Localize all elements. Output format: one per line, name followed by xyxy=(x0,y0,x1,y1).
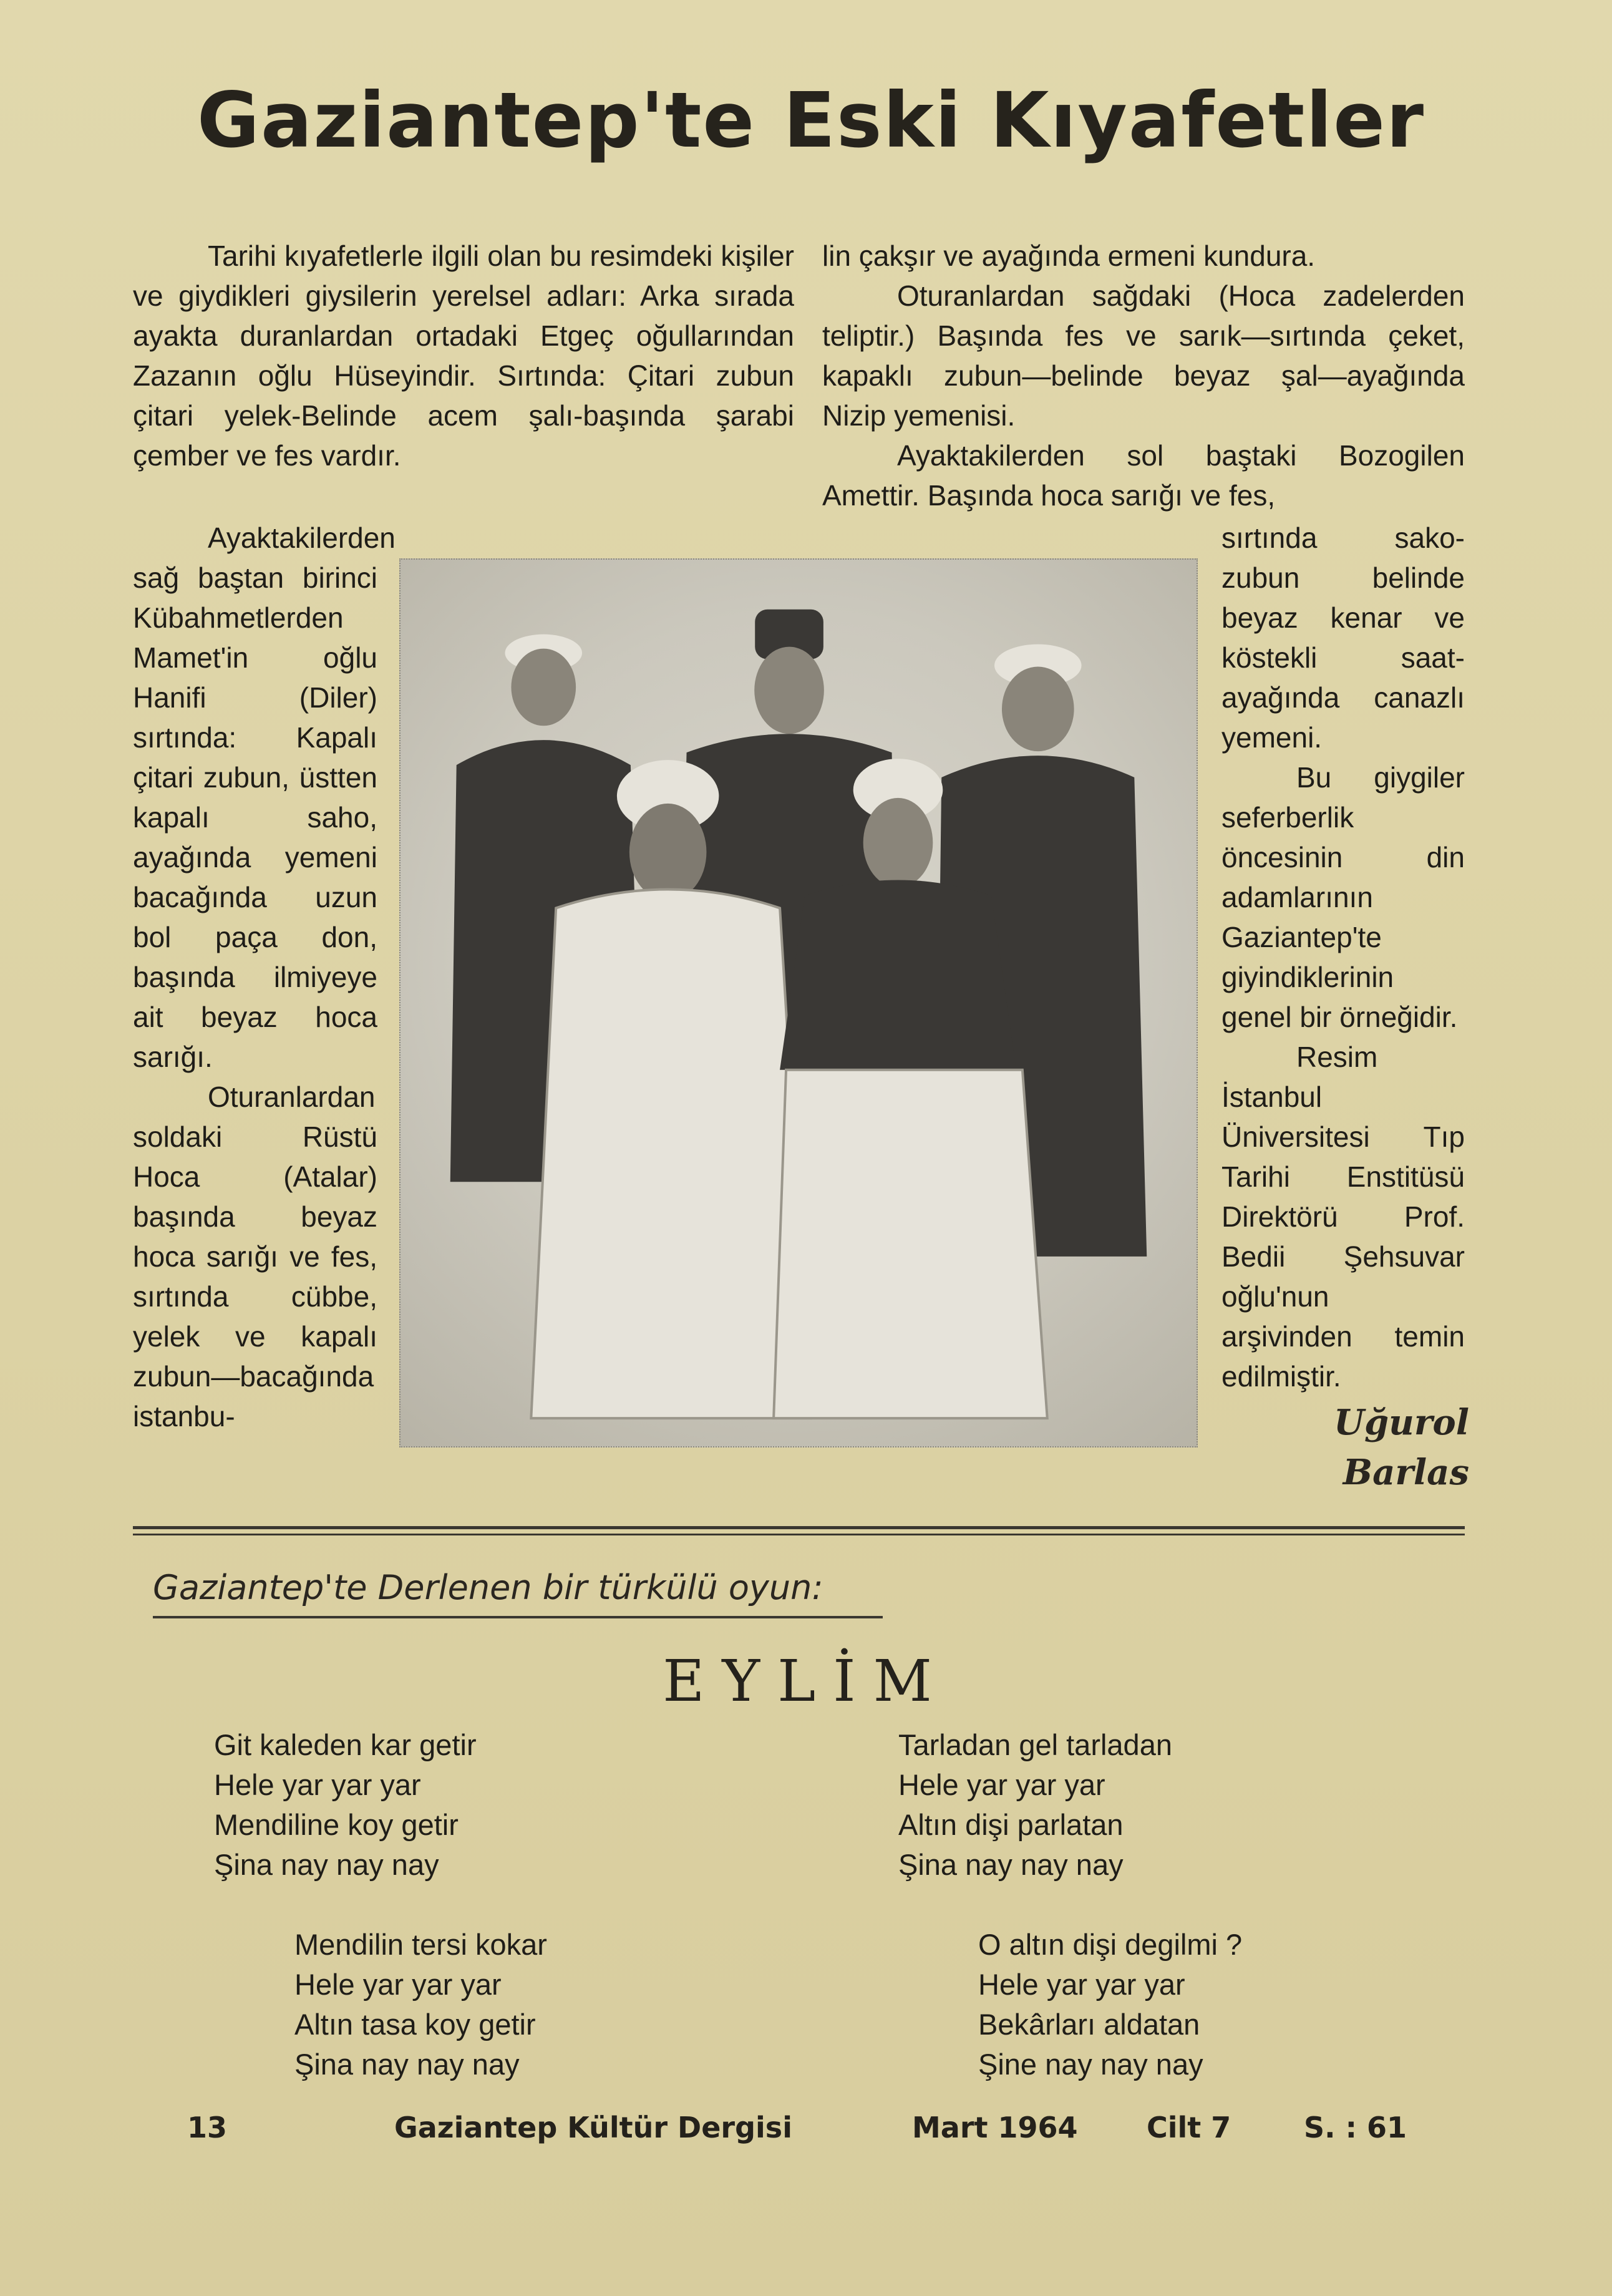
verse-line: Şina nay nay nay xyxy=(294,2048,520,2081)
text-column-left-top xyxy=(133,236,794,475)
verse-line: Mendiline koy getir xyxy=(214,1808,459,1841)
verse-line: Altın dişi parlatan xyxy=(898,1808,1124,1841)
section-divider xyxy=(133,1526,1465,1529)
issue-number: S. : 61 xyxy=(1304,2111,1407,2144)
historical-group-photo xyxy=(399,558,1198,1447)
group-photo-illustration xyxy=(401,560,1197,1446)
page-number: 13 xyxy=(187,2111,228,2144)
verse-line: Mendilin tersi kokar xyxy=(294,1928,547,1961)
verse-line: O altın dişi degilmi ? xyxy=(978,1928,1243,1961)
verse-line: Git kaleden kar getir xyxy=(214,1728,477,1761)
text-column-right-narrow xyxy=(1221,518,1465,1396)
verse-line: Hele yar yar yar xyxy=(898,1768,1105,1801)
paragraph: Resim İstanbul Üniversitesi Tıp Tarihi Enstitüsü Direktörü Prof. Bedii Şehsuvar oğlu'nun arşivinden temin edilmiştir. xyxy=(1221,1041,1465,1393)
verse-line: Altın tasa koy getir xyxy=(294,2008,536,2041)
paragraph: Oturanlardan sağdaki (Hoca zadelerden teliptir.) Başında fes ve sarık—sırtında çeket, kapaklı zubun—belinde beyaz şal—ayağında Nizip yemenisi. xyxy=(822,280,1465,432)
verse-line: Şina nay nay nay xyxy=(898,1848,1124,1881)
song-stanza xyxy=(978,1925,1427,2084)
author-signature: Uğurol Barlas xyxy=(1334,1402,1469,1493)
song-title: EYLİM xyxy=(663,1648,949,1715)
verse-line: Tarladan gel tarladan xyxy=(898,1728,1172,1761)
song-subtitle: Gaziantep'te Derlenen bir türkülü oyun: xyxy=(153,1568,823,1607)
verse-line: Bekârları aldatan xyxy=(978,2008,1200,2041)
song-stanza xyxy=(214,1725,663,1885)
article-title: Gaziantep'te Eski Kıyafetler xyxy=(197,76,1425,165)
paragraph: Ayaktakilerden sağ baştan birinci Kübahmetlerden Mamet'in oğlu Hanifi (Diler) sırtında: Kapalı çitari zubun, üstten kapalı saho, ayağında yemeni bacağında uzun bol paça don, başında ilmiyeye ait beyaz hoca sarığı. xyxy=(133,522,396,1073)
verse-line: Hele yar yar yar xyxy=(978,1968,1185,2001)
song-stanza xyxy=(898,1725,1347,1885)
text-column-left-narrow xyxy=(133,518,396,1436)
paragraph: sırtında sako-zubun belinde beyaz kenar ve köstekli saat-ayağında canazlı yemeni. xyxy=(1221,522,1465,754)
paragraph: lin çakşır ve ayağında ermeni kundura. xyxy=(822,240,1316,272)
paragraph: Tarihi kıyafetlerle ilgili olan bu resimdeki kişiler ve giydikleri giysilerin yerelsel adları: Arka sırada ayakta duranlardan ortadaki Etgeç oğullarından Zazanın oğlu Hüseyindir. Sırtında: Çitari zubun çitari yelek-Belinde acem şalı-başında şarabi çember ve fes vardır. xyxy=(133,240,794,472)
journal-name: Gaziantep Kültür Dergisi xyxy=(394,2111,792,2144)
paragraph: Oturanlardan soldaki Rüstü Hoca (Atalar) başında beyaz hoca sarığı ve fes, sırtında cübbe, yelek ve kapalı zubun—bacağında istanbu- xyxy=(133,1081,377,1433)
song-stanza xyxy=(294,1925,744,2084)
text-column-right-top xyxy=(822,236,1465,515)
paragraph: Ayaktakilerden sol baştaki Bozogilen Amettir. Başında hoca sarığı ve fes, xyxy=(822,439,1465,512)
verse-line: Şine nay nay nay xyxy=(978,2048,1203,2081)
verse-line: Hele yar yar yar xyxy=(214,1768,421,1801)
issue-date: Mart 1964 xyxy=(912,2111,1078,2144)
verse-line: Hele yar yar yar xyxy=(294,1968,502,2001)
section-divider xyxy=(133,1534,1465,1535)
paragraph: Bu giygiler seferberlik öncesinin din adamlarının Gaziantep'te giyindiklerinin genel bir örneğidir. xyxy=(1221,761,1465,1033)
volume-number: Cilt 7 xyxy=(1147,2111,1231,2144)
subtitle-underline xyxy=(153,1616,883,1618)
verse-line: Şina nay nay nay xyxy=(214,1848,439,1881)
